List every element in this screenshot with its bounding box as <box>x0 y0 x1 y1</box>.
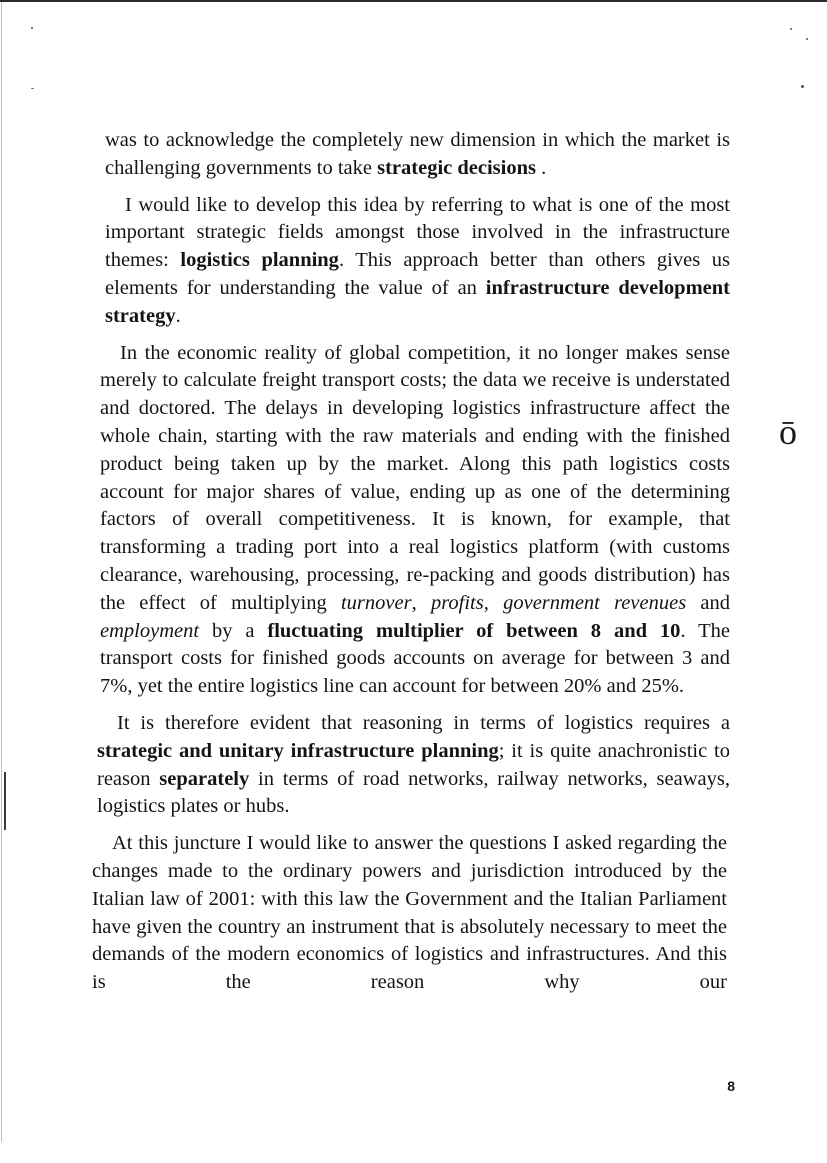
text-run: , <box>483 591 504 614</box>
bold-phrase: separately <box>159 767 250 790</box>
text-run: . The transport costs for finished goods accounts on average for between 3 and 7%, yet the entire logistics line can account for between 20% and 25%. <box>100 619 730 698</box>
scan-speck <box>31 27 33 29</box>
page-top-border <box>0 0 827 2</box>
italic-phrase: government revenues <box>503 591 687 614</box>
bold-phrase: strategic decisions <box>377 156 536 179</box>
text-run: In the economic reality of global competition, it no longer makes sense merely to calculate freight transport costs; the data we receive is understated and doctored. The delays in developing logistics infrastructure affect the whole chain, starting with the raw materials and ending with the finished product being taken up by the market. Along this path logistics costs account for major shares of value, ending up as one of the determining factors of overall competitiveness. It is known, for example, that transforming a trading port into a real logistics platform (with customs clearance, warehousing, processing, re-packing and goods distribution) has the effect of multiplying <box>100 341 730 614</box>
text-run: I would like to develop this idea by referring to what is one of the most important strategic fields amongst those involved in the infrastructure themes: <box>105 193 730 272</box>
text-run: . <box>175 304 181 327</box>
page-number: 8 <box>727 1078 735 1094</box>
italic-phrase: employment <box>100 619 200 642</box>
italic-phrase: turnover <box>340 591 412 614</box>
paragraph <box>92 830 727 997</box>
text-run: At this juncture I would like to answer the questions I asked regarding the changes made to the ordinary powers and jurisdiction introduced by the Italian law of 2001: with this law the Government and the Italian Parliament have given the country an instrument that is absolutely necessary to meet the demands of the modern economics of logistics and infrastructures. And this is the reason why our <box>92 832 727 994</box>
text-run: in terms of road networks, railway networks, seaways, logistics plates or hubs. <box>97 767 730 818</box>
paragraph <box>100 127 730 183</box>
paragraph <box>97 710 730 821</box>
text-run: and <box>686 591 731 614</box>
italic-phrase: profits <box>430 591 484 614</box>
text-run: by a <box>199 619 268 642</box>
text-run: , <box>411 591 431 614</box>
paragraph <box>100 340 730 701</box>
text-run: . This approach better than others gives us elements for understanding the value of an <box>105 249 731 299</box>
text-run: It is therefore evident that reasoning in terms of logistics requires a <box>117 711 730 734</box>
bold-phrase: strategic and unitary infrastructure planning <box>97 739 499 762</box>
bold-phrase: logistics planning <box>180 249 339 272</box>
paragraph <box>105 192 730 331</box>
scan-speck <box>801 85 804 88</box>
margin-scan-mark-icon: ō <box>779 412 797 452</box>
scan-margin-mark <box>4 772 6 830</box>
bold-phrase: infrastructure development strategy <box>105 276 730 327</box>
text-run: . <box>535 156 547 179</box>
bold-phrase: fluctuating multiplier of between 8 and 10 <box>267 619 681 642</box>
scan-speck <box>806 38 808 40</box>
page-body <box>92 127 731 1006</box>
scan-speck <box>31 88 34 89</box>
text-run: was to acknowledge the completely new dimension in which the market is challenging governments to take <box>105 129 730 179</box>
scan-speck <box>790 28 792 30</box>
page-left-border <box>1 2 2 1142</box>
text-run: ; it is quite anachronistic to reason <box>97 739 731 790</box>
